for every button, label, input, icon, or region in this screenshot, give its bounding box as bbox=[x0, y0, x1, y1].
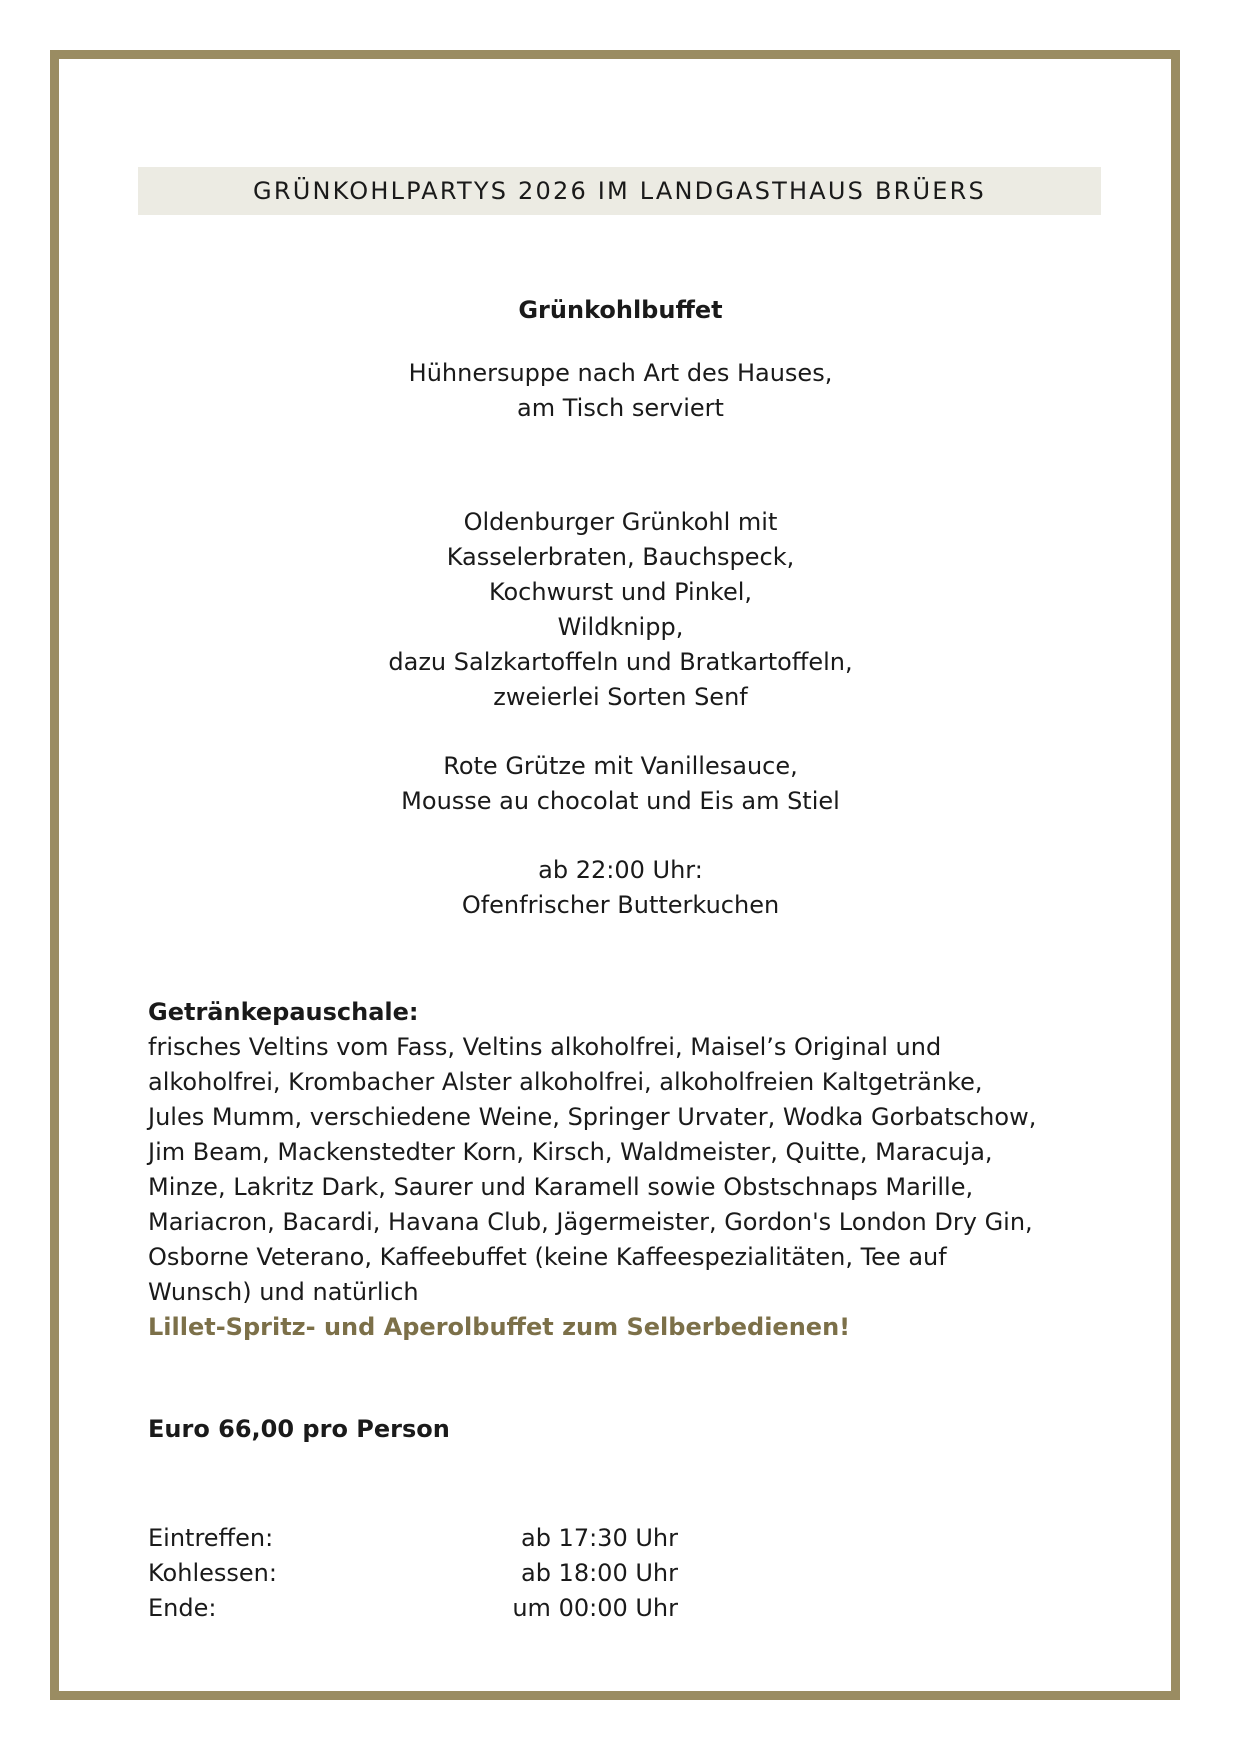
menu-line: Ofenfrischer Butterkuchen bbox=[461, 891, 780, 919]
menu-line: dazu Salzkartoffeln und Bratkartoffeln, bbox=[388, 648, 853, 676]
drinks-line: alkoholfrei, Krombacher Alster alkoholfrei, alkoholfreien Kaltgetränke, bbox=[148, 1068, 983, 1096]
menu-line: Oldenburger Grünkohl mit bbox=[463, 508, 778, 536]
menu-line: Rote Grütze mit Vanillesauce, bbox=[443, 752, 798, 780]
price: Euro 66,00 pro Person bbox=[148, 1415, 450, 1443]
schedule-time: um 00:00 Uhr bbox=[512, 1594, 678, 1622]
menu-line: ab 22:00 Uhr: bbox=[538, 856, 703, 884]
menu-late bbox=[0, 853, 1241, 923]
schedule-label: Kohlessen: bbox=[148, 1559, 277, 1587]
header-title: GRÜNKOHLPARTYS 2026 IM LANDGASTHAUS BRÜERS bbox=[253, 177, 986, 205]
menu-line: Kasselerbraten, Bauchspeck, bbox=[446, 543, 795, 571]
drinks-heading: Getränkepauschale: bbox=[148, 998, 419, 1026]
schedule bbox=[148, 1521, 678, 1626]
schedule-label: Ende: bbox=[148, 1594, 217, 1622]
schedule-label: Eintreffen: bbox=[148, 1524, 274, 1552]
menu-line: Kochwurst und Pinkel, bbox=[488, 578, 753, 606]
drinks-list bbox=[148, 1030, 1098, 1310]
drinks-line: Osborne Veterano, Kaffeebuffet (keine Kaffeespezialitäten, Tee auf bbox=[148, 1243, 947, 1271]
drinks-section bbox=[148, 995, 1098, 1345]
menu-dessert bbox=[0, 749, 1241, 819]
menu-line: am Tisch serviert bbox=[517, 394, 724, 422]
drinks-highlight: Lillet-Spritz- und Aperolbuffet zum Selberbedienen! bbox=[148, 1313, 851, 1341]
menu-title: Grünkohlbuffet bbox=[518, 296, 723, 324]
drinks-line: Jules Mumm, verschiedene Weine, Springer Urvater, Wodka Gorbatschow, bbox=[148, 1103, 1037, 1131]
menu-soup bbox=[0, 356, 1241, 426]
drinks-line: frisches Veltins vom Fass, Veltins alkoholfrei, Maisel’s Original und bbox=[148, 1033, 942, 1061]
schedule-row bbox=[148, 1591, 678, 1626]
menu-line: Hühnersuppe nach Art des Hauses, bbox=[408, 359, 833, 387]
menu-line: Wildknipp, bbox=[557, 613, 684, 641]
schedule-time: ab 17:30 Uhr bbox=[520, 1524, 678, 1552]
schedule-row bbox=[148, 1556, 678, 1591]
header-bar bbox=[138, 167, 1101, 215]
menu-main bbox=[0, 505, 1241, 715]
drinks-line: Wunsch) und natürlich bbox=[148, 1278, 419, 1306]
menu-line: Mousse au chocolat und Eis am Stiel bbox=[401, 787, 840, 815]
drinks-line: Minze, Lakritz Dark, Saurer und Karamell sowie Obstschnaps Marille, bbox=[148, 1173, 974, 1201]
drinks-line: Mariacron, Bacardi, Havana Club, Jägermeister, Gordon's London Dry Gin, bbox=[148, 1208, 1033, 1236]
menu-line: zweierlei Sorten Senf bbox=[493, 683, 748, 711]
schedule-time: ab 18:00 Uhr bbox=[520, 1559, 678, 1587]
drinks-line: Jim Beam, Mackenstedter Korn, Kirsch, Waldmeister, Quitte, Maracuja, bbox=[148, 1138, 993, 1166]
schedule-row bbox=[148, 1521, 678, 1556]
